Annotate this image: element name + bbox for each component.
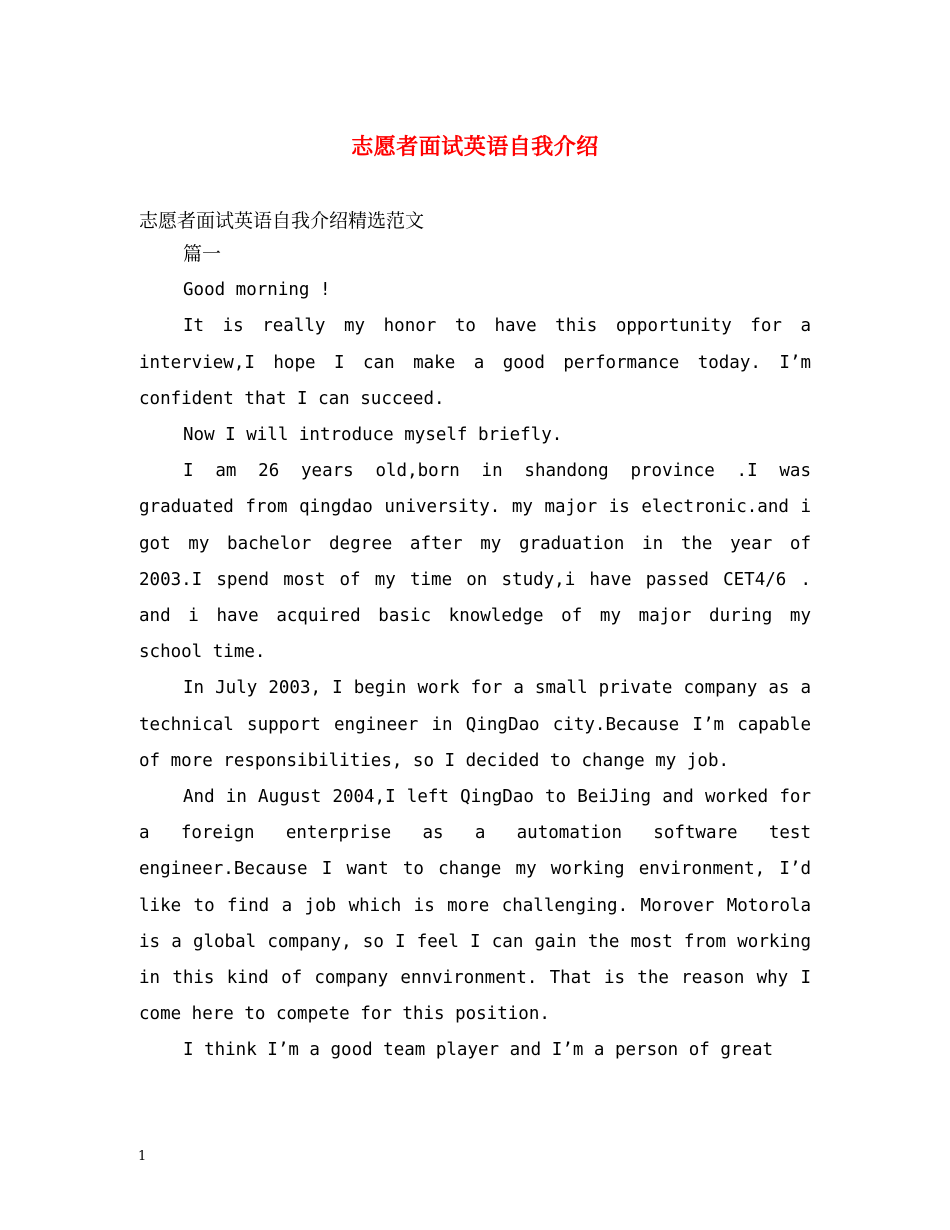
paragraph: Good morning ! [183,280,331,301]
document-subtitle: 志愿者面试英语自我介绍精选范文 [139,210,425,232]
paragraph: It is really my honor to have this opportunity for a interview,I hope I can make a good performance today. I’m confident that I can succeed. [139,316,811,409]
document-body [139,236,811,1069]
paragraph: And in August 2004,I left QingDao to BeiJing and worked for a foreign enterprise as a automation software test engineer.Because I want to change my working environment, I’d like to find a job which is more challenging. Morover Motorola is a global company, so I feel I can gain the most from working in this kind of company ennvironment. That is the reason why I come here to compete for this position. [139,787,811,1025]
paragraph: I think I’m a good team player and I’m a person of great [183,1040,774,1061]
page-number: 1 [138,1149,147,1164]
paragraph: In July 2003, I begin work for a small private company as a technical support engineer in QingDao city.Because I’m capable of more responsibilities, so I decided to change my job. [139,678,811,771]
document-title: 志愿者面试英语自我介绍 [351,134,599,160]
section-label: 篇一 [183,243,222,265]
paragraph: Now I will introduce myself briefly. [183,425,563,446]
paragraph: I am 26 years old,born in shandong province .I was graduated from qingdao university. my major is electronic.and i got my bachelor degree after my graduation in the year of 2003.I spend most of my time on study,i have passed CET4/6 . and i have acquired basic knowledge of my major during my school time. [139,461,811,663]
